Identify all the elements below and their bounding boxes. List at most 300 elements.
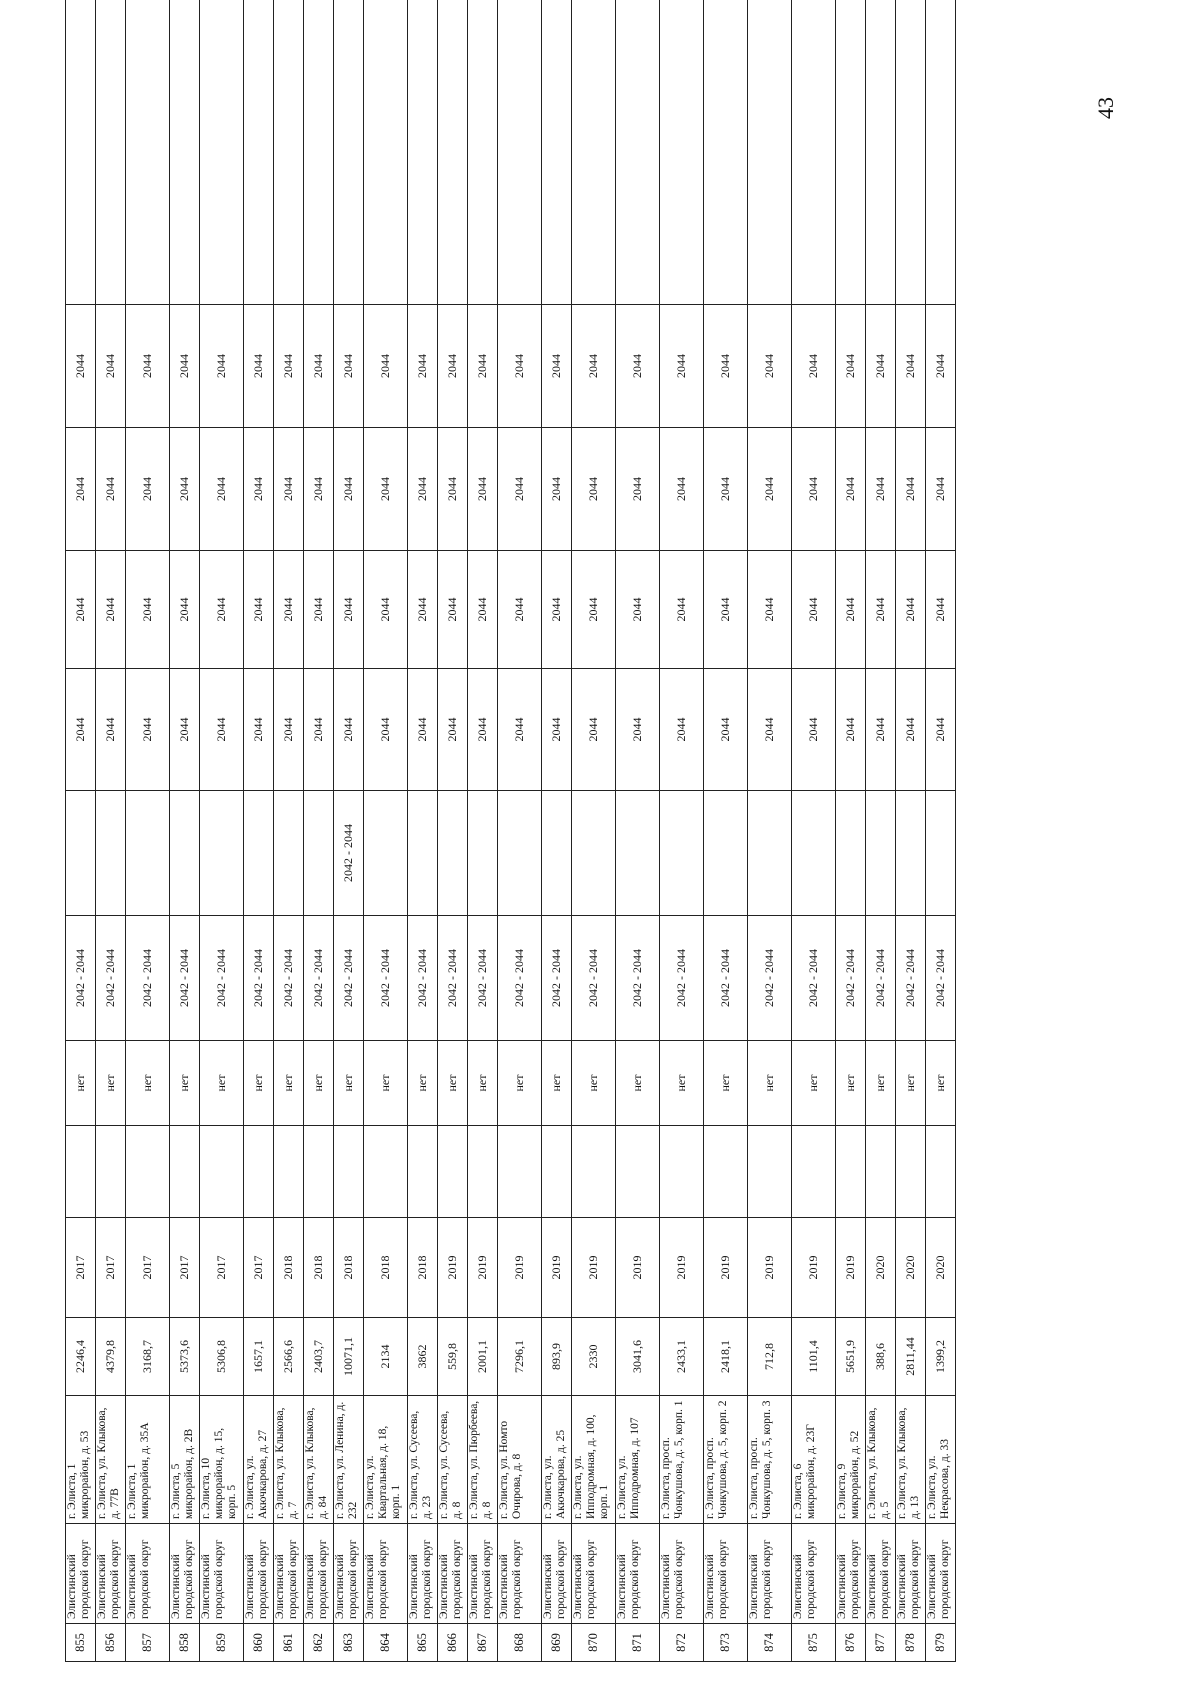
- plan-b-cell: [866, 791, 896, 916]
- district-cell: Элистинский городской округ: [170, 1524, 200, 1624]
- address-cell: г. Элиста, ул. Ипподромная, д. 107: [616, 1396, 660, 1524]
- row-number: 873: [704, 1624, 748, 1662]
- value-4-cell: 2044: [170, 305, 200, 428]
- plan-b-cell: [896, 791, 926, 916]
- value-2-cell: 2044: [408, 551, 438, 669]
- row-number: 871: [616, 1624, 660, 1662]
- value-4-cell: 2044: [334, 305, 364, 428]
- value-3-cell: 2044: [438, 428, 468, 551]
- row-number: 864: [364, 1624, 408, 1662]
- value-4-cell: 2044: [126, 305, 170, 428]
- district-cell: Элистинский городской округ: [364, 1524, 408, 1624]
- year-cell: 2017: [200, 1218, 244, 1318]
- value-3-cell: 2044: [274, 428, 304, 551]
- period-cell: 2042 - 2044: [498, 916, 542, 1041]
- value-1-cell: 2044: [748, 669, 792, 791]
- area-cell: 559,8: [438, 1318, 468, 1396]
- value-2-cell: 2044: [866, 551, 896, 669]
- year-cell: 2020: [896, 1218, 926, 1318]
- plan-b-cell: [364, 791, 408, 916]
- value-1-cell: 2044: [438, 669, 468, 791]
- value-3-cell: 2044: [170, 428, 200, 551]
- table-row: [244, 0, 274, 1662]
- district-cell: Элистинский городской округ: [468, 1524, 498, 1624]
- address-cell: г. Элиста, 10 микрорайон, д. 15, корп. 5: [200, 1396, 244, 1524]
- area-cell: 7296,1: [498, 1318, 542, 1396]
- table-row: [616, 0, 660, 1662]
- value-2-cell: 2044: [572, 551, 616, 669]
- district-cell: Элистинский городской округ: [792, 1524, 836, 1624]
- empty-cell: [572, 0, 616, 305]
- plan-b-cell: [200, 791, 244, 916]
- row-number: 875: [792, 1624, 836, 1662]
- row-number: 859: [200, 1624, 244, 1662]
- period-cell: 2042 - 2044: [274, 916, 304, 1041]
- period-cell: 2042 - 2044: [926, 916, 956, 1041]
- value-3-cell: 2044: [498, 428, 542, 551]
- plan-b-cell: [542, 791, 572, 916]
- table-row: [274, 0, 304, 1662]
- year-cell: 2017: [244, 1218, 274, 1318]
- row-number: 869: [542, 1624, 572, 1662]
- address-cell: г. Элиста, ул. Сусеева, д. 23: [408, 1396, 438, 1524]
- empty-cell: [792, 0, 836, 305]
- area-cell: 2330: [572, 1318, 616, 1396]
- address-cell: г. Элиста, ул. Пюрбеева, д. 8: [468, 1396, 498, 1524]
- plan-a-cell: [244, 1126, 274, 1218]
- row-number: 860: [244, 1624, 274, 1662]
- value-3-cell: 2044: [126, 428, 170, 551]
- district-cell: Элистинский городской округ: [334, 1524, 364, 1624]
- period-cell: 2042 - 2044: [438, 916, 468, 1041]
- row-number: 856: [96, 1624, 126, 1662]
- table-row: [304, 0, 334, 1662]
- row-number: 866: [438, 1624, 468, 1662]
- value-1-cell: 2044: [704, 669, 748, 791]
- value-2-cell: 2044: [334, 551, 364, 669]
- value-3-cell: 2044: [334, 428, 364, 551]
- period-cell: 2042 - 2044: [304, 916, 334, 1041]
- value-3-cell: 2044: [836, 428, 866, 551]
- value-2-cell: 2044: [896, 551, 926, 669]
- period-cell: 2042 - 2044: [96, 916, 126, 1041]
- period-cell: 2042 - 2044: [748, 916, 792, 1041]
- status-cell: нет: [704, 1041, 748, 1126]
- value-1-cell: 2044: [792, 669, 836, 791]
- table-row: [170, 0, 200, 1662]
- table-row: [126, 0, 170, 1662]
- address-cell: г. Элиста, ул. Клыкова, д. 13: [896, 1396, 926, 1524]
- plan-a-cell: [364, 1126, 408, 1218]
- address-cell: г. Элиста, ул. Некрасова, д. 33: [926, 1396, 956, 1524]
- address-cell: г. Элиста, ул. Ипподромная, д. 100, корп. 1: [572, 1396, 616, 1524]
- table-row: [748, 0, 792, 1662]
- value-4-cell: 2044: [616, 305, 660, 428]
- area-cell: 2811,44: [896, 1318, 926, 1396]
- area-cell: 5651,9: [836, 1318, 866, 1396]
- plan-a-cell: [96, 1126, 126, 1218]
- period-cell: 2042 - 2044: [200, 916, 244, 1041]
- area-cell: 712,8: [748, 1318, 792, 1396]
- address-cell: г. Элиста, 1 микрорайон, д. 35А: [126, 1396, 170, 1524]
- row-number: 868: [498, 1624, 542, 1662]
- status-cell: нет: [792, 1041, 836, 1126]
- year-cell: 2019: [616, 1218, 660, 1318]
- value-1-cell: 2044: [126, 669, 170, 791]
- period-cell: 2042 - 2044: [170, 916, 200, 1041]
- value-3-cell: 2044: [304, 428, 334, 551]
- plan-a-cell: [572, 1126, 616, 1218]
- district-cell: Элистинский городской округ: [572, 1524, 616, 1624]
- value-3-cell: 2044: [616, 428, 660, 551]
- area-cell: 2246,4: [66, 1318, 96, 1396]
- housing-program-table: [65, 0, 956, 1662]
- value-3-cell: 2044: [468, 428, 498, 551]
- rotated-table-container: [65, 82, 1075, 1662]
- value-2-cell: 2044: [616, 551, 660, 669]
- empty-cell: [926, 0, 956, 305]
- empty-cell: [836, 0, 866, 305]
- table-row: [438, 0, 468, 1662]
- value-1-cell: 2044: [364, 669, 408, 791]
- area-cell: 4379,8: [96, 1318, 126, 1396]
- value-2-cell: 2044: [170, 551, 200, 669]
- value-3-cell: 2044: [748, 428, 792, 551]
- status-cell: нет: [96, 1041, 126, 1126]
- area-cell: 1399,2: [926, 1318, 956, 1396]
- plan-a-cell: [836, 1126, 866, 1218]
- empty-cell: [542, 0, 572, 305]
- empty-cell: [468, 0, 498, 305]
- value-3-cell: 2044: [66, 428, 96, 551]
- table-row: [896, 0, 926, 1662]
- empty-cell: [438, 0, 468, 305]
- value-3-cell: 2044: [660, 428, 704, 551]
- value-2-cell: 2044: [468, 551, 498, 669]
- empty-cell: [96, 0, 126, 305]
- period-cell: 2042 - 2044: [660, 916, 704, 1041]
- row-number: 870: [572, 1624, 616, 1662]
- district-cell: Элистинский городской округ: [926, 1524, 956, 1624]
- value-4-cell: 2044: [96, 305, 126, 428]
- table-row: [334, 0, 364, 1662]
- value-4-cell: 2044: [66, 305, 96, 428]
- plan-a-cell: [274, 1126, 304, 1218]
- empty-cell: [896, 0, 926, 305]
- plan-b-cell: [66, 791, 96, 916]
- plan-b-cell: [244, 791, 274, 916]
- district-cell: Элистинский городской округ: [66, 1524, 96, 1624]
- empty-cell: [200, 0, 244, 305]
- empty-cell: [704, 0, 748, 305]
- area-cell: 388,6: [866, 1318, 896, 1396]
- plan-b-cell: [468, 791, 498, 916]
- area-cell: 5373,6: [170, 1318, 200, 1396]
- district-cell: Элистинский городской округ: [748, 1524, 792, 1624]
- plan-a-cell: [200, 1126, 244, 1218]
- value-2-cell: 2044: [200, 551, 244, 669]
- plan-b-cell: [660, 791, 704, 916]
- year-cell: 2018: [304, 1218, 334, 1318]
- year-cell: 2018: [334, 1218, 364, 1318]
- value-4-cell: 2044: [896, 305, 926, 428]
- value-4-cell: 2044: [792, 305, 836, 428]
- district-cell: Элистинский городской округ: [704, 1524, 748, 1624]
- row-number: 865: [408, 1624, 438, 1662]
- table-row: [408, 0, 438, 1662]
- address-cell: г. Элиста, просп. Чонкушова, д. 5, корп. 1: [660, 1396, 704, 1524]
- district-cell: Элистинский городской округ: [866, 1524, 896, 1624]
- value-2-cell: 2044: [66, 551, 96, 669]
- plan-a-cell: [926, 1126, 956, 1218]
- year-cell: 2018: [364, 1218, 408, 1318]
- value-4-cell: 2044: [408, 305, 438, 428]
- plan-a-cell: [866, 1126, 896, 1218]
- value-4-cell: 2044: [438, 305, 468, 428]
- plan-a-cell: [408, 1126, 438, 1218]
- period-cell: 2042 - 2044: [866, 916, 896, 1041]
- value-2-cell: 2044: [926, 551, 956, 669]
- status-cell: нет: [748, 1041, 792, 1126]
- address-cell: г. Элиста, ул. Сусеева, д. 8: [438, 1396, 468, 1524]
- area-cell: 3168,7: [126, 1318, 170, 1396]
- row-number: 876: [836, 1624, 866, 1662]
- period-cell: 2042 - 2044: [792, 916, 836, 1041]
- plan-a-cell: [704, 1126, 748, 1218]
- district-cell: Элистинский городской округ: [304, 1524, 334, 1624]
- value-4-cell: 2044: [542, 305, 572, 428]
- value-1-cell: 2044: [96, 669, 126, 791]
- value-4-cell: 2044: [926, 305, 956, 428]
- plan-b-cell: [274, 791, 304, 916]
- status-cell: нет: [274, 1041, 304, 1126]
- value-1-cell: 2044: [170, 669, 200, 791]
- district-cell: Элистинский городской округ: [498, 1524, 542, 1624]
- value-2-cell: 2044: [542, 551, 572, 669]
- empty-cell: [660, 0, 704, 305]
- plan-a-cell: [542, 1126, 572, 1218]
- value-4-cell: 2044: [660, 305, 704, 428]
- value-4-cell: 2044: [498, 305, 542, 428]
- plan-a-cell: [438, 1126, 468, 1218]
- plan-a-cell: [334, 1126, 364, 1218]
- status-cell: нет: [542, 1041, 572, 1126]
- value-4-cell: 2044: [274, 305, 304, 428]
- status-cell: нет: [836, 1041, 866, 1126]
- plan-a-cell: [748, 1126, 792, 1218]
- value-2-cell: 2044: [704, 551, 748, 669]
- value-1-cell: 2044: [334, 669, 364, 791]
- district-cell: Элистинский городской округ: [96, 1524, 126, 1624]
- value-1-cell: 2044: [926, 669, 956, 791]
- district-cell: Элистинский городской округ: [542, 1524, 572, 1624]
- status-cell: нет: [572, 1041, 616, 1126]
- plan-b-cell: [304, 791, 334, 916]
- plan-a-cell: [792, 1126, 836, 1218]
- status-cell: нет: [896, 1041, 926, 1126]
- value-2-cell: 2044: [274, 551, 304, 669]
- period-cell: 2042 - 2044: [572, 916, 616, 1041]
- row-number: 878: [896, 1624, 926, 1662]
- district-cell: Элистинский городской округ: [896, 1524, 926, 1624]
- plan-b-cell: [926, 791, 956, 916]
- district-cell: Элистинский городской округ: [244, 1524, 274, 1624]
- area-cell: 3041,6: [616, 1318, 660, 1396]
- status-cell: нет: [364, 1041, 408, 1126]
- table-body: [66, 0, 956, 1662]
- status-cell: нет: [468, 1041, 498, 1126]
- value-4-cell: 2044: [836, 305, 866, 428]
- address-cell: г. Элиста, ул. Акючкарова, д. 25: [542, 1396, 572, 1524]
- empty-cell: [364, 0, 408, 305]
- value-1-cell: 2044: [244, 669, 274, 791]
- plan-a-cell: [498, 1126, 542, 1218]
- value-1-cell: 2044: [866, 669, 896, 791]
- plan-a-cell: [468, 1126, 498, 1218]
- year-cell: 2019: [704, 1218, 748, 1318]
- year-cell: 2019: [468, 1218, 498, 1318]
- row-number: 874: [748, 1624, 792, 1662]
- address-cell: г. Элиста, ул. Квартальная, д. 18, корп. 1: [364, 1396, 408, 1524]
- area-cell: 2403,7: [304, 1318, 334, 1396]
- empty-cell: [498, 0, 542, 305]
- status-cell: нет: [438, 1041, 468, 1126]
- empty-cell: [334, 0, 364, 305]
- row-number: 879: [926, 1624, 956, 1662]
- address-cell: г. Элиста, ул. Клыкова, д. 5: [866, 1396, 896, 1524]
- district-cell: Элистинский городской округ: [616, 1524, 660, 1624]
- district-cell: Элистинский городской округ: [126, 1524, 170, 1624]
- row-number: 872: [660, 1624, 704, 1662]
- address-cell: г. Элиста, ул. Акючкарова, д. 27: [244, 1396, 274, 1524]
- value-3-cell: 2044: [896, 428, 926, 551]
- value-4-cell: 2044: [572, 305, 616, 428]
- value-4-cell: 2044: [304, 305, 334, 428]
- row-number: 855: [66, 1624, 96, 1662]
- value-4-cell: 2044: [468, 305, 498, 428]
- district-cell: Элистинский городской округ: [438, 1524, 468, 1624]
- address-cell: г. Элиста, просп. Чонкушова, д. 5, корп. 3: [748, 1396, 792, 1524]
- table-row: [866, 0, 896, 1662]
- plan-b-cell: [704, 791, 748, 916]
- period-cell: 2042 - 2044: [542, 916, 572, 1041]
- value-1-cell: 2044: [542, 669, 572, 791]
- empty-cell: [170, 0, 200, 305]
- plan-b-cell: [836, 791, 866, 916]
- address-cell: г. Элиста, 9 микрорайон, д. 52: [836, 1396, 866, 1524]
- period-cell: 2042 - 2044: [408, 916, 438, 1041]
- address-cell: г. Элиста, ул. Клыкова, д. 7: [274, 1396, 304, 1524]
- status-cell: нет: [304, 1041, 334, 1126]
- plan-b-cell: 2042 - 2044: [334, 791, 364, 916]
- empty-cell: [866, 0, 896, 305]
- status-cell: нет: [616, 1041, 660, 1126]
- value-4-cell: 2044: [364, 305, 408, 428]
- plan-a-cell: [660, 1126, 704, 1218]
- table-row: [926, 0, 956, 1662]
- year-cell: 2019: [748, 1218, 792, 1318]
- value-2-cell: 2044: [498, 551, 542, 669]
- period-cell: 2042 - 2044: [704, 916, 748, 1041]
- table-row: [836, 0, 866, 1662]
- value-3-cell: 2044: [408, 428, 438, 551]
- area-cell: 2433,1: [660, 1318, 704, 1396]
- address-cell: г. Элиста, 6 микрорайон, д. 23Г: [792, 1396, 836, 1524]
- empty-cell: [66, 0, 96, 305]
- status-cell: нет: [66, 1041, 96, 1126]
- period-cell: 2042 - 2044: [468, 916, 498, 1041]
- value-1-cell: 2044: [468, 669, 498, 791]
- plan-b-cell: [498, 791, 542, 916]
- status-cell: нет: [126, 1041, 170, 1126]
- value-1-cell: 2044: [408, 669, 438, 791]
- period-cell: 2042 - 2044: [896, 916, 926, 1041]
- value-3-cell: 2044: [792, 428, 836, 551]
- value-3-cell: 2044: [926, 428, 956, 551]
- year-cell: 2019: [542, 1218, 572, 1318]
- status-cell: нет: [498, 1041, 542, 1126]
- plan-b-cell: [792, 791, 836, 916]
- table-row: [96, 0, 126, 1662]
- page-number: 43: [1093, 97, 1118, 119]
- empty-cell: [126, 0, 170, 305]
- status-cell: нет: [170, 1041, 200, 1126]
- value-2-cell: 2044: [660, 551, 704, 669]
- value-2-cell: 2044: [364, 551, 408, 669]
- area-cell: 893,9: [542, 1318, 572, 1396]
- period-cell: 2042 - 2044: [66, 916, 96, 1041]
- value-1-cell: 2044: [896, 669, 926, 791]
- year-cell: 2019: [792, 1218, 836, 1318]
- plan-b-cell: [748, 791, 792, 916]
- period-cell: 2042 - 2044: [364, 916, 408, 1041]
- value-1-cell: 2044: [200, 669, 244, 791]
- value-2-cell: 2044: [748, 551, 792, 669]
- area-cell: 3862: [408, 1318, 438, 1396]
- district-cell: Элистинский городской округ: [836, 1524, 866, 1624]
- value-1-cell: 2044: [572, 669, 616, 791]
- year-cell: 2018: [274, 1218, 304, 1318]
- year-cell: 2017: [96, 1218, 126, 1318]
- year-cell: 2020: [926, 1218, 956, 1318]
- table-row: [660, 0, 704, 1662]
- period-cell: 2042 - 2044: [836, 916, 866, 1041]
- plan-b-cell: [616, 791, 660, 916]
- value-2-cell: 2044: [244, 551, 274, 669]
- area-cell: 2001,1: [468, 1318, 498, 1396]
- plan-a-cell: [66, 1126, 96, 1218]
- address-cell: г. Элиста, ул. Клыкова, д. 77В: [96, 1396, 126, 1524]
- year-cell: 2017: [126, 1218, 170, 1318]
- year-cell: 2019: [498, 1218, 542, 1318]
- district-cell: Элистинский городской округ: [408, 1524, 438, 1624]
- year-cell: 2019: [836, 1218, 866, 1318]
- plan-a-cell: [126, 1126, 170, 1218]
- empty-cell: [274, 0, 304, 305]
- plan-b-cell: [438, 791, 468, 916]
- value-4-cell: 2044: [866, 305, 896, 428]
- period-cell: 2042 - 2044: [334, 916, 364, 1041]
- table-row: [792, 0, 836, 1662]
- value-3-cell: 2044: [866, 428, 896, 551]
- value-3-cell: 2044: [572, 428, 616, 551]
- value-4-cell: 2044: [244, 305, 274, 428]
- year-cell: 2019: [660, 1218, 704, 1318]
- status-cell: нет: [244, 1041, 274, 1126]
- period-cell: 2042 - 2044: [244, 916, 274, 1041]
- table-row: [364, 0, 408, 1662]
- empty-cell: [304, 0, 334, 305]
